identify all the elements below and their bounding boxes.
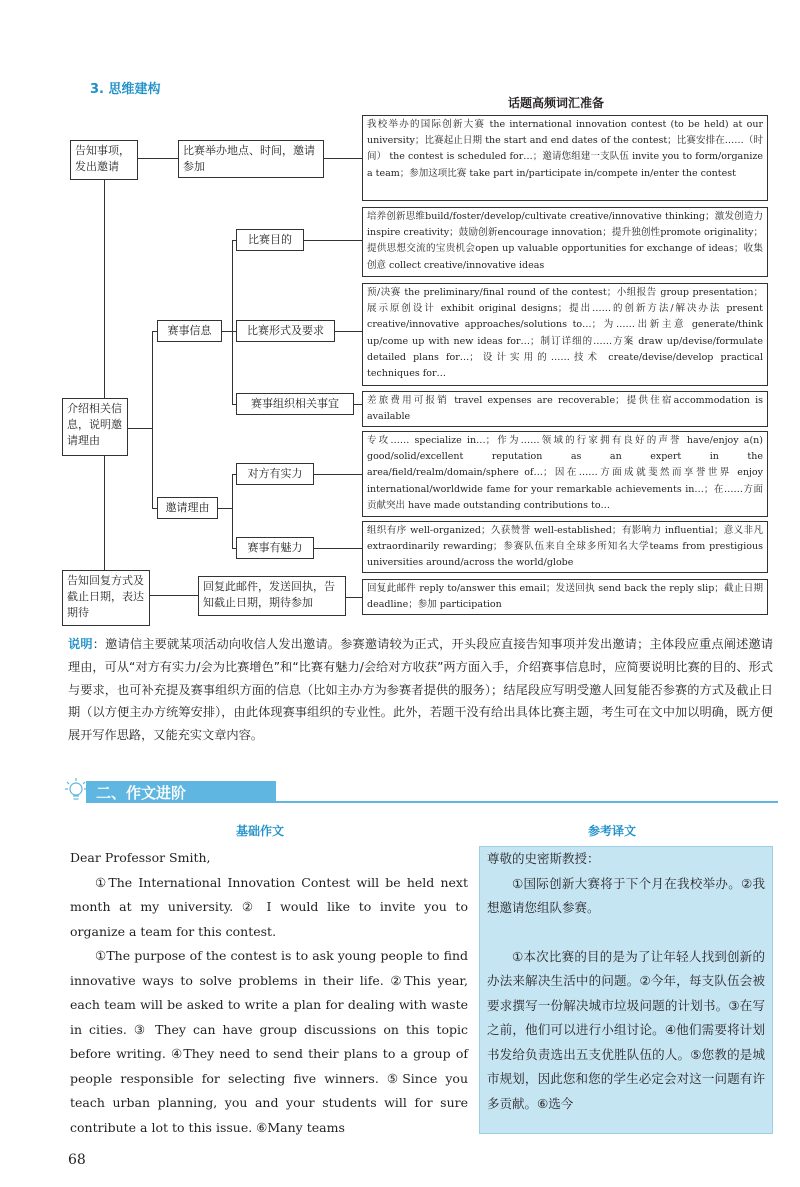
banner-rule xyxy=(86,801,778,803)
vocab-box-reply: 回复此邮件 reply to/answer this email；发送回执 send back the reply slip；截止日期 deadline；参加 participation xyxy=(362,579,768,615)
lightbulb-icon xyxy=(64,776,88,806)
vocab-box-appeal: 组织有序 well-organized；久获赞誉 well-established；有影响力 influential；意义非凡 extraordinarily rewarding；参赛队伍来自全球多所知名大学teams from prestigious universities around/across the world/globe xyxy=(362,521,768,573)
basic-essay-title: 基础作文 xyxy=(236,824,285,838)
vocab-box-purpose: 培养创新思维build/foster/develop/cultivate creative/innovative thinking；激发创造力inspire creativity；鼓励创新encourage innovation；提升独创性promote originality；提供思想交流的宝贵机会open up valuable opportunities for exchange of ideas；收集创意 collect creative/innovative ideas xyxy=(362,207,768,277)
vocab-box-format: 预/决赛 the preliminary/final round of the contest；小组报告 group presentation；展示原创设计 exhibit original designs；提出……的创新方法/解决办法 present creative/innovative approaches/solutions to…；为……出新主意 generate/think up/come up with new ideas for…；制订详细的……方案 draw up/devise/formulate detailed plans for…；设计实用的……技术 create/devise/develop practical techniques for… xyxy=(362,283,768,386)
essay-paragraph-1: ①The International Innovation Contest will be held next month at my university. ② I would like to invite you to organize a team for this contest. xyxy=(70,874,468,939)
connector-line xyxy=(218,508,232,509)
page-number: 68 xyxy=(68,1152,86,1168)
node-inform-invite: 告知事项，发出邀请 xyxy=(70,140,138,180)
connector-line xyxy=(346,597,362,598)
node-contest-format: 比赛形式及要求 xyxy=(236,320,335,342)
section-banner xyxy=(64,776,778,806)
translation-salutation: 尊敬的史密斯教授： xyxy=(487,851,600,866)
explanation-note xyxy=(68,633,773,747)
connector-line xyxy=(128,428,152,429)
connector-line xyxy=(232,474,233,548)
node-contest-purpose: 比赛目的 xyxy=(236,229,304,251)
vocab-box-venue: 我校举办的国际创新大赛 the international innovation contest (to be held) at our university；比赛起止日期 the start and end dates of the contest；比赛安排在……（时间） the contest is scheduled for…；邀请您组建一支队伍 invite you to form/organize a team；参加这项比赛 take part in/participate in/compete in/enter the contest xyxy=(362,115,768,201)
vocab-title: 话题高频词汇准备 xyxy=(508,96,605,110)
connector-line xyxy=(152,331,153,508)
connector-line xyxy=(354,404,362,405)
connector-line xyxy=(324,158,362,159)
translation-paragraph-2: ①本次比赛的目的是为了让年轻人找到创新的办法来解决生活中的问题。②今年，每支队伍会被要求撰写一份解决城市垃圾问题的计划书。③在写之前，他们可以进行小组讨论。④他们需要将计划书发给负责选出五支优胜队伍的人。⑤您教的是城市规划，因此您和您的学生必定会对这一问题有许多贡献。⑥选今 xyxy=(487,948,765,1111)
reference-translation-title: 参考译文 xyxy=(588,824,637,838)
connector-line xyxy=(232,240,233,404)
connector-line xyxy=(138,158,178,159)
node-appeal: 赛事有魅力 xyxy=(236,537,314,559)
note-text: ：邀请信主要就某项活动向收信人发出邀请。参赛邀请较为正式，开头段应直接告知事项并发出邀请；主体段应重点阐述邀请理由，可从“对方有实力/会为比赛增色”和“比赛有魅力/会给对方收获”两方面入手，介绍赛事信息时，应简要说明比赛的目的、形式与要求，也可补充提及赛事组织方面的信息（比如主办方为参赛者提供的服务）；结尾段应写明受邀人回复能否参赛的方式及截止日期（以方便主办方统筹安排），由此体现赛事组织的专业性。此外，若题干没有给出具体比赛主题，考生可在文中加以明确，既方便展开写作思路，又能充实文章内容。 xyxy=(68,637,774,743)
node-reply-email: 回复此邮件，发送回执，告知截止日期，期待参加 xyxy=(198,576,346,616)
essay-paragraph-2: ①The purpose of the contest is to ask young people to find innovative ways to solve problems in their life. ②This year, each team will be asked to write a plan for dealing with waste in cities. ③ They can have group discussions on this topic before writing. ④They need to send their plans to a group of people responsible for selecting five winners. ⑤Since you teach urban planning, you and your students will for sure contribute a lot to this issue. ⑥Many teams xyxy=(70,948,468,1135)
basic-essay xyxy=(70,846,468,1140)
node-event-info: 赛事信息 xyxy=(157,320,222,342)
vocab-box-strength: 专攻…… specialize in…；作为……领域的行家拥有良好的声誉 have/enjoy a(n) good/solid/excellent reputation as an expert in the area/field/realm/domain/sphere of…；因在……方面成就斐然而享誉世界 enjoy international/worldwide fame for your remarkable achievements in…；在……方面贡献突出 have made outstanding contributions to… xyxy=(362,431,768,517)
connector-line xyxy=(314,548,362,549)
connector-line xyxy=(304,240,362,241)
translation-paragraph-1: ①国际创新大赛将于下个月在我校举办。②我想邀请您组队参赛。 xyxy=(487,875,765,915)
essay-salutation: Dear Professor Smith, xyxy=(70,850,211,865)
node-reply-deadline: 告知回复方式及截止日期，表达期待 xyxy=(62,570,150,626)
node-strength: 对方有实力 xyxy=(236,463,314,485)
node-invite-reasons: 邀请理由 xyxy=(157,497,218,519)
connector-line xyxy=(335,331,362,332)
note-label: 说明 xyxy=(68,637,93,651)
node-organization: 赛事组织相关事宜 xyxy=(236,393,354,415)
paragraph-gap xyxy=(487,921,765,945)
connector-line xyxy=(314,474,362,475)
section-title: 3. 思维建构 xyxy=(90,82,161,97)
vocab-box-organization: 差旅费用可报销 travel expenses are recoverable；提供住宿accommodation is available xyxy=(362,391,768,427)
node-introduce-info: 介绍相关信息，说明邀请理由 xyxy=(62,398,128,456)
node-venue-time: 比赛举办地点、时间，邀请参加 xyxy=(178,140,324,178)
banner-title: 二、作文进阶 xyxy=(96,784,187,802)
reference-translation xyxy=(479,846,773,1134)
connector-line xyxy=(104,180,105,573)
connector-line xyxy=(150,595,198,596)
